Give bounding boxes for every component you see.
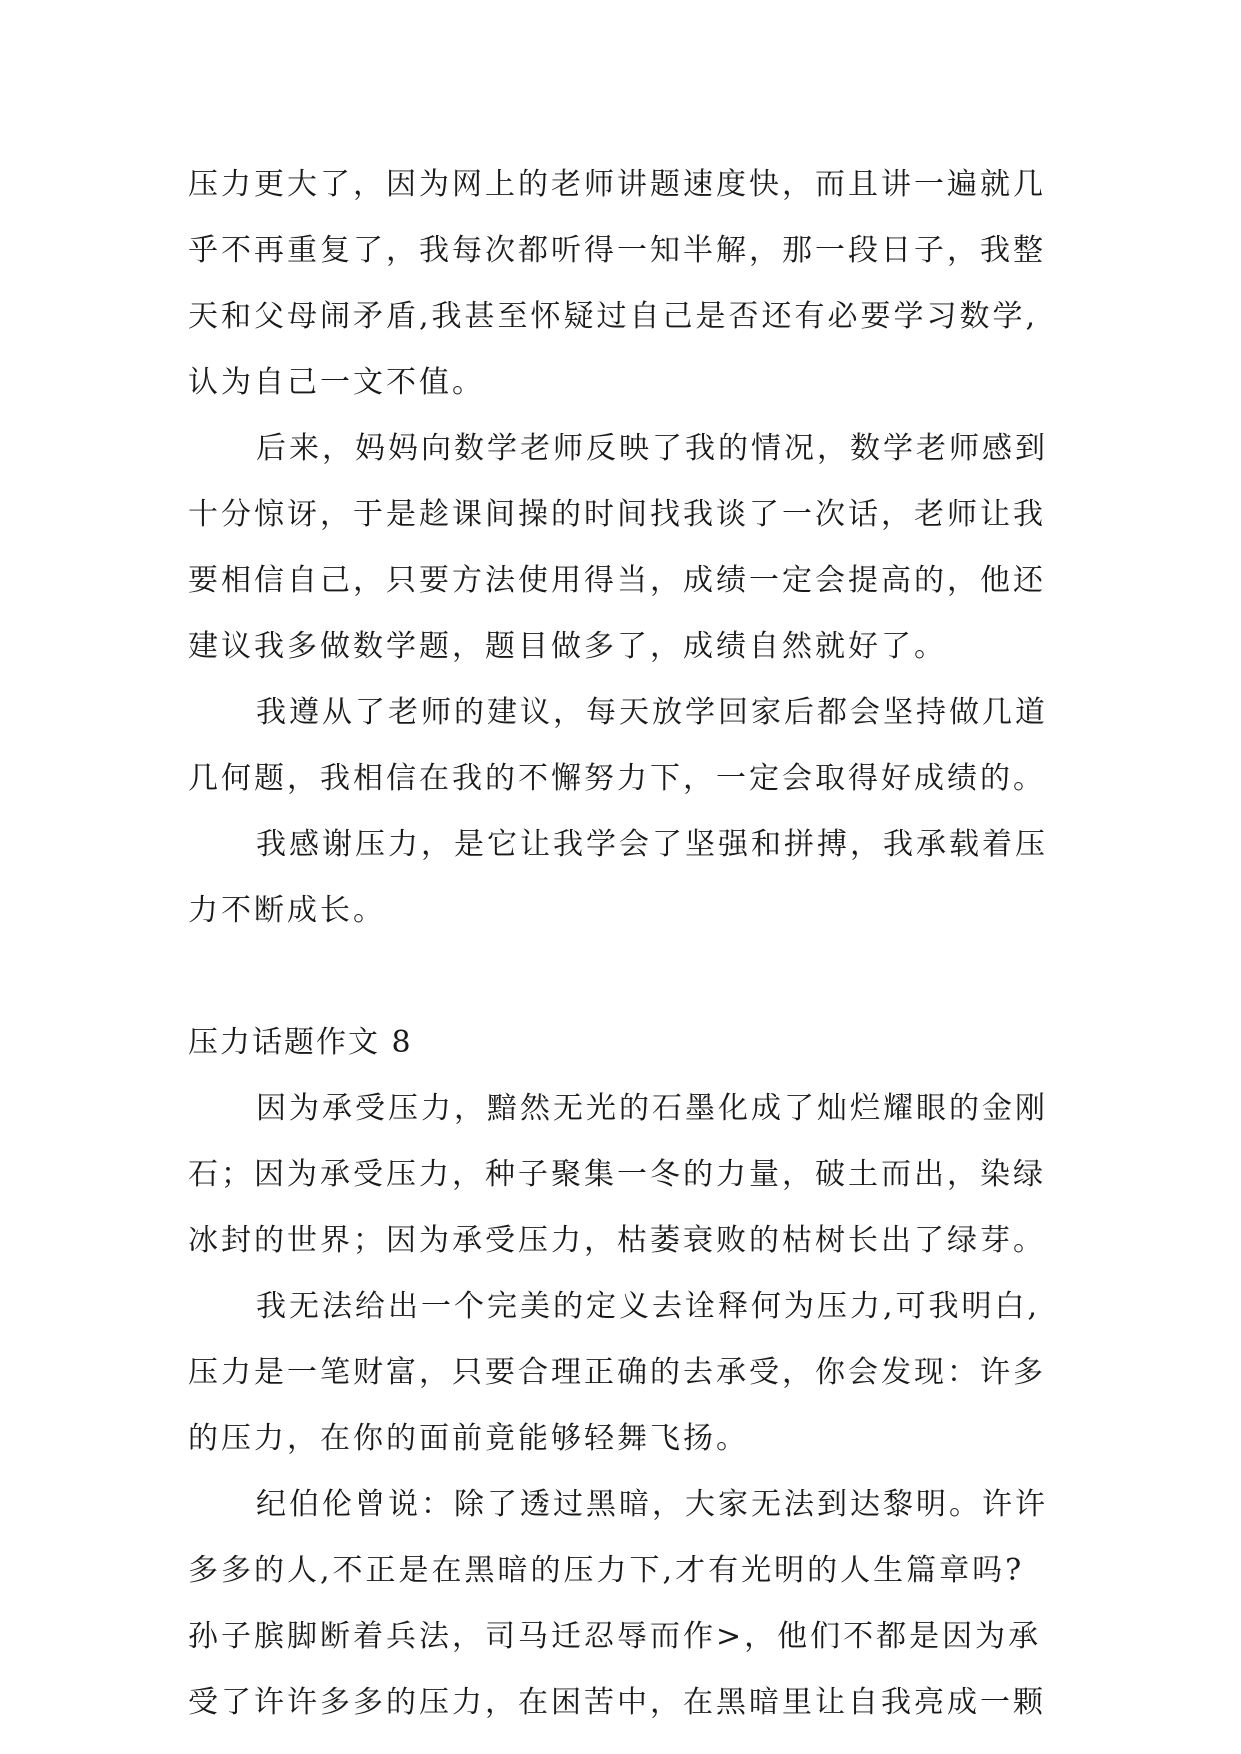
text-line: 压力是一笔财富，只要合理正确的去承受，你会发现：许多 bbox=[188, 1355, 1046, 1390]
section-heading: 压力话题作文 8 bbox=[188, 1025, 413, 1060]
text-line: 认为自己一文不值。 bbox=[188, 365, 485, 400]
paragraph-start-line: 因为承受压力，黯然无光的石墨化成了灿烂耀眼的金刚 bbox=[256, 1091, 1048, 1126]
paragraph-start-line: 我遵从了老师的建议，每天放学回家后都会坚持做几道 bbox=[256, 695, 1048, 730]
paragraph-start-line: 后来，妈妈向数学老师反映了我的情况，数学老师感到 bbox=[256, 431, 1048, 466]
text-line: 的压力，在你的面前竟能够轻舞飞扬。 bbox=[188, 1421, 749, 1456]
text-line: 十分惊讶，于是趁课间操的时间找我谈了一次话，老师让我 bbox=[188, 497, 1046, 532]
text-line: 石；因为承受压力，种子聚集一冬的力量，破土而出，染绿 bbox=[188, 1157, 1046, 1192]
paragraph-start-line: 我感谢压力，是它让我学会了坚强和拼搏，我承载着压 bbox=[256, 827, 1048, 862]
text-line: 多多的人,不正是在黑暗的压力下,才有光明的人生篇章吗? bbox=[188, 1553, 1025, 1588]
text-line: 受了许许多多的压力，在困苦中，在黑暗里让自我亮成一颗 bbox=[188, 1685, 1046, 1720]
text-line: 天和父母闹矛盾,我甚至怀疑过自己是否还有必要学习数学, bbox=[188, 299, 1039, 334]
text-line: 乎不再重复了，我每次都听得一知半解，那一段日子，我整 bbox=[188, 233, 1046, 268]
text-line: 冰封的世界；因为承受压力，枯萎衰败的枯树长出了绿芽。 bbox=[188, 1223, 1046, 1258]
text-line: 压力更大了，因为网上的老师讲题速度快，而且讲一遍就几 bbox=[188, 167, 1046, 202]
text-line: 孙子膑脚断着兵法，司马迁忍辱而作>，他们不都是因为承 bbox=[188, 1619, 1042, 1654]
paragraph-start-line: 纪伯伦曾说：除了透过黑暗，大家无法到达黎明。许许 bbox=[256, 1487, 1048, 1522]
text-line: 力不断成长。 bbox=[188, 893, 386, 928]
text-line: 要相信自己，只要方法使用得当，成绩一定会提高的，他还 bbox=[188, 563, 1046, 598]
paragraph-start-line: 我无法给出一个完美的定义去诠释何为压力,可我明白, bbox=[256, 1289, 1041, 1324]
text-line: 几何题，我相信在我的不懈努力下，一定会取得好成绩的。 bbox=[188, 761, 1046, 796]
text-line: 建议我多做数学题，题目做多了，成绩自然就好了。 bbox=[188, 629, 947, 664]
